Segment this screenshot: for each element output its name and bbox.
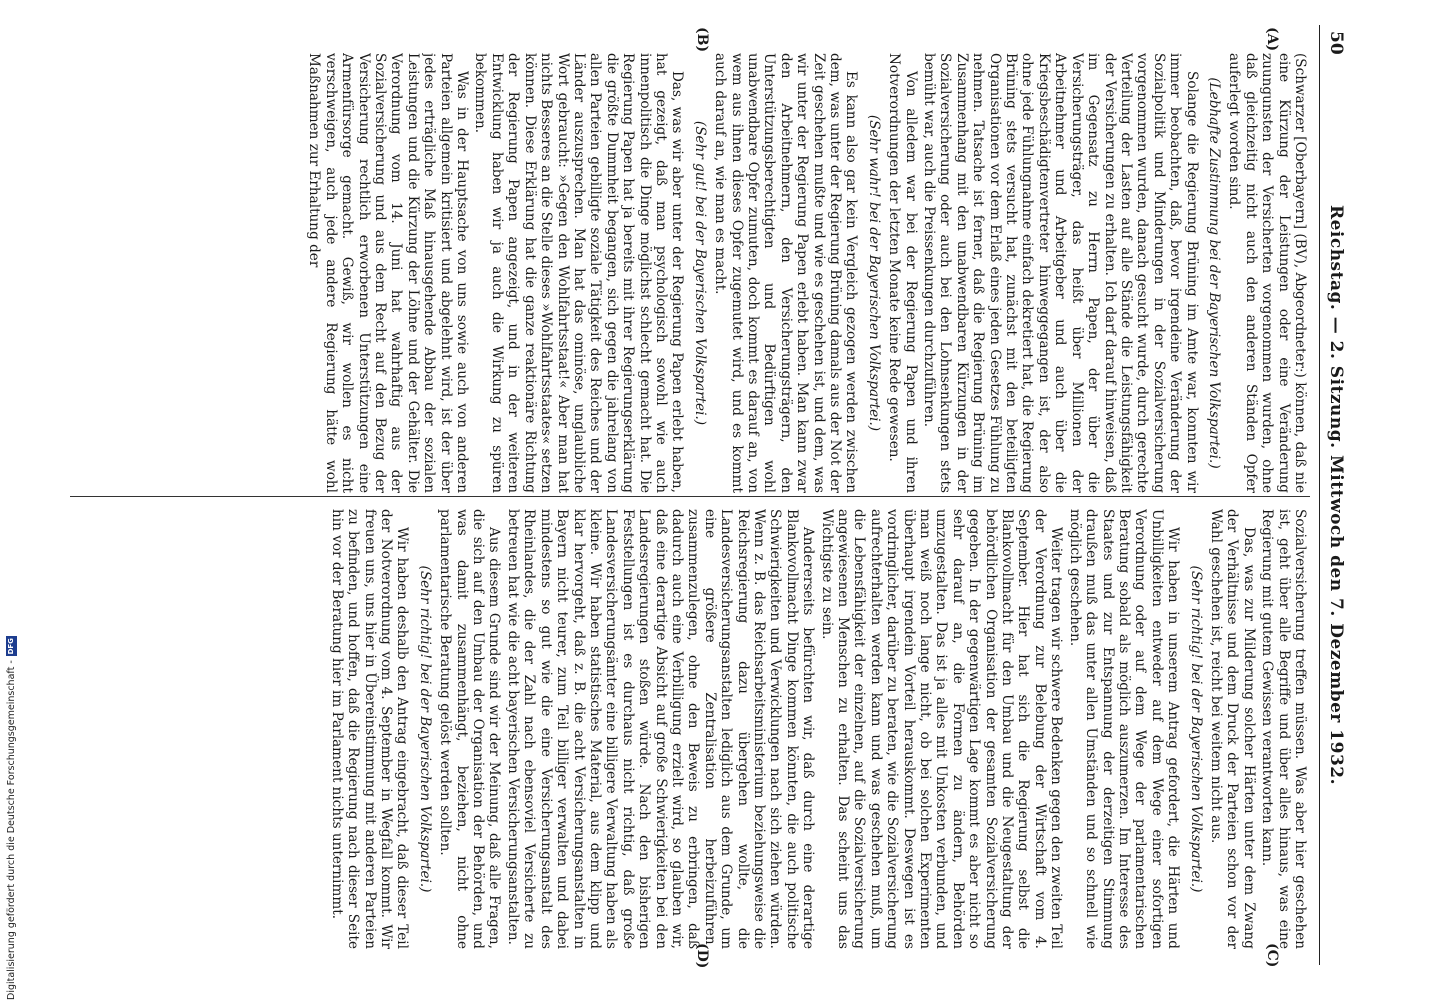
- page-title: Reichstag. — 2. Sitzung. Mittwoch den 7. Dezember 1932.: [1326, 204, 1346, 786]
- interjection: (Sehr wahr! bei der Bayerischen Volkspartei.): [865, 114, 882, 432]
- interjection: (Sehr richtig! bei der Bayerischen Volkspartei.): [1187, 565, 1204, 893]
- paragraph: Von alledem war bei der Regierung Papen und ihren Notverordnungen der letzten Monate keine Rede gewesen.: [886, 53, 919, 493]
- paragraph: (Schwarzer [Oberbayern] (BV), Abgeordneter:) können, daß nie eine Kürzung der Leistungen oder eine Veränderung zuungunsten der Versicherten vorgenommen wurden, ohne daß gleichzeitig nicht auch den anderen Ständen Opfer auferlegt worden sind.: [1226, 53, 1308, 493]
- left-text-column: [73, 53, 1308, 493]
- interjection: (Lebhafte Zustimmung bei der Bayerischen Volkspartei.): [1205, 77, 1222, 469]
- interjection: (Sehr richtig! bei der Bayerischen Volkspartei.): [416, 565, 433, 893]
- interjection: (Sehr gut! bei der Bayerischen Volkspartei.): [691, 120, 708, 426]
- paragraph: Wir haben in unserem Antrag gefordert, die Härten und Unbilligkeiten entweder auf dem Wege einer sofortigen Verordnung oder auf dem Wege der parlamentarischen Beratung sobald als möglich auszumerzen. Im Interesse des Staates und zur Entspannung der derzeitigen Stimmung draußen muß das unter allen Umständen und so schnell wie möglich geschehen.: [1066, 509, 1182, 949]
- paragraph: Weiter tragen wir schwere Bedenken gegen den zweiten Teil der Verordnung zur Belebung der Wirtschaft vom 4. September. Hier hat sich die Regierung selbst die Blankovollmacht für den Umbau und die Neugestaltung der behördlichen Organisation der gesamten Sozialversicherung gegeben. In der gegenwärtigen Lage kommt es aber nicht so sehr darauf an, die Formen zu ändern, Behörden umzugestalten. Das ist ja alles mit Unkosten verbunden, und man weiß noch lange nicht, ob bei solchen Experimenten überhaupt irgendein Vorteil herauskommt. Deswegen ist es vordringlicher, darüber zu beraten, wie die Sozialversicherung aufrechterhalten werden kann und was geschehen muß, um die Lebensfähigkeit der einzelnen, auf die Sozialversicherung angewiesenen Menschen zu erhalten. Das scheint uns das Wichtigste zu sein.: [818, 509, 1065, 949]
- paragraph: Wir haben deshalb den Antrag eingebracht, daß dieser Teil der Notverordnung vom 4. September in Wegfall kommt. Wir freuen uns, uns hier in Übereinstimmung mit anderen Parteien zu befinden, und hoffen, daß die Regierung nach dieser Seite hin vor der Beratung hier im Parlament nichts unternimmt.: [328, 509, 411, 949]
- paragraph: Andererseits befürchten wir, daß durch eine derartige Blankovollmacht Dinge kommen könnten, die auch politische Schwierigkeiten und Verwicklungen nach sich ziehen würden. Wenn z. B. das Reichsarbeitsministerium beziehungsweise die Reichsregierung dazu übergehen wollte, die Landesversicherungsanstalten lediglich aus dem Grunde, um eine größere Zentralisation herbeizuführen, zusammenzulegen, ohne den Beweis zu erbringen, daß dadurch auch eine Verbilligung erzielt wird, so glauben wir, daß eine derartige Absicht auf große Schwierigkeiten bei den Landesregierungen stoßen würde. Nach den bisherigen Feststellungen ist es durchaus nicht richtig, daß große Landesversicherungsämter eine billigere Verwaltung haben als kleine. Wir haben statistisches Material, aus dem klipp und klar hervorgeht, daß z. B. die acht Versicherungsanstalten in Bayern nicht teurer, zum Teil billiger verwalten und dabei mindestens so gut wie die eine Versicherungsanstalt des Rheinlandes, die der Zahl nach ebensoviel Versicherte zu betreuen hat wie die acht bayerischen Versicherungsanstalten.: [504, 509, 817, 949]
- margin-mark-b: (B): [694, 27, 710, 53]
- paragraph: Was in der Hauptsache von uns sowie auch von anderen Parteien allgemein kritisiert und abgelehnt wird, ist der über jedes erträgliche Maß hinausgehende Abbau der sozialen Leistungen und die Kürzung der Löhne und der Gehälter. Die Verordnung vom 14. Juni hat wahrhaftig aus der Sozialversicherung und aus dem Recht auf den Bezug der Versicherung rechtlich erworbenen Unterstützungen eine Armenfürsorge gemacht. Gewiß, wir wollen es nicht verschweigen, auch jede andere Regierung hätte wohl Maßnahmen zur Erhaltung der: [306, 53, 471, 493]
- right-text-column: [73, 509, 1308, 949]
- paragraph: Sozialversicherung treffen müssen. Was aber hier geschehen ist, geht über alle Begriffe und über alles hinaus, was eine Regierung mit gutem Gewissen verantworten kann.: [1259, 509, 1308, 949]
- page-number: 50: [1326, 31, 1346, 55]
- digitization-footer: [4, 0, 18, 1000]
- footer-text: Digitalisierung gefördert durch die Deutsche Forschungsgemeinschaft -: [5, 660, 17, 1000]
- paragraph: Das, was zur Milderung solcher Härten unter dem Zwang der Verhältnisse und dem Druck der Parteien schon vor der Wahl geschehen ist, reicht bei weitem nicht aus.: [1207, 509, 1257, 949]
- paragraph: Das, was wir aber unter der Regierung Papen erlebt haben, hat gezeigt, daß man psychologisch sowohl wie auch innenpolitisch die Dinge möglichst schlecht gemacht hat. Die Regierung Papen hat ja bereits mit ihrer Regierungserklärung die größte Dummheit begangen, sich gegen die jahrelang von allen Parteien gebilligte soziale Tätigkeit des Reiches und der Länder auszusprechen. Man hat das ominöse, unglaubliche Wort gebraucht: »Gegen den Wohlfahrtsstaat!« Aber man hat nichts Besseres an die Stelle dieses »Wohlfahrtsstaates« setzen können. Diese Erklärung hat die ganze reaktionäre Richtung der Regierung Papen angezeigt, und in der weiteren Entwicklung haben wir ja auch die Wirkung zu spüren bekommen.: [472, 53, 686, 493]
- margin-mark-a: (A): [1264, 27, 1280, 52]
- page-header: [1319, 25, 1350, 965]
- rotated-scanned-page: [60, 25, 1350, 969]
- paragraph: Solange die Regierung Brüning im Amte war, konnten wir immer beobachten, daß, bevor irgendeine Veränderung der Sozialpolitik und Minderungen in der Sozialversicherung vorgenommen wurden, danach gesucht wurde, durch gerechte Verteilung der Lasten auf alle Stände die Leistungsfähigkeit der Versicherungen zu erhalten. Ich darf darauf hinweisen, daß im Gegensatz zu Herrn Papen, der über die Versicherungsträger, das heißt über Millionen der Arbeitnehmer und Arbeitgeber und auch über die Kriegsbeschädigtenvertreter hinweggegangen ist, der also ohne jede Fühlungnahme einfach dekretiert hat, die Regierung Brüning stets versucht hat, zunächst mit den beteiligten Organisationen vor dem Erlaß eines jeden Gesetzes Fühlung zu nehmen. Tatsache ist ferner, daß die Regierung Brüning im Zusammenhang mit den unabwendbaren Kürzungen in der Sozialversicherung oder auch bei den Lohnsenkungen stets bemüht war, auch die Preissenkungen durchzuführen.: [921, 53, 1200, 493]
- margin-mark-d: (D): [694, 943, 710, 969]
- column-divider: [70, 496, 1310, 497]
- margin-mark-c: (C): [1264, 943, 1280, 968]
- dfg-logo: DFG: [6, 638, 15, 655]
- paragraph: Es kann also gar kein Vergleich gezogen werden zwischen dem, was unter der Regierung Brüning damals aus der Not der Zeit geschehen mußte und wie es geschehen ist, und dem, was wir unter der Regierung Papen erlebt haben. Man kann zwar den Arbeitnehmern, den Versicherungsträgern, den Unterstützungsberechtigten und Bedürftigen wohl unabwendbare Opfer zumuten, doch kommt es darauf an, von wem aus ihnen dieses Opfer zugemutet wird, und es kommt auch darauf an, wie man es macht.: [712, 53, 860, 493]
- paragraph: Aus diesem Grunde sind wir der Meinung, daß alle Fragen, die sich auf den Umbau der Organisation der Behörden, und was damit zusammenhängt, beziehen, nicht ohne parlamentarische Beratung gelöst werden sollten.: [437, 509, 503, 949]
